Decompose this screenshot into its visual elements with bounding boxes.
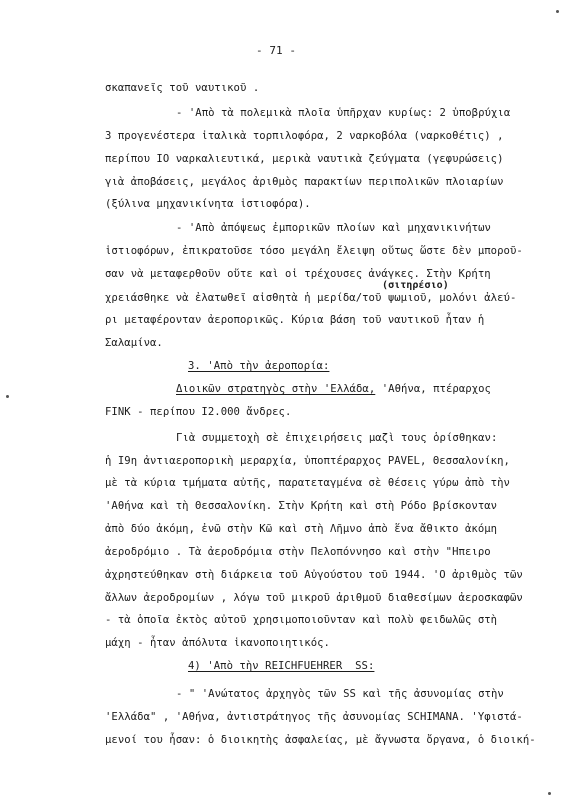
text-line: 'Αθήνα καὶ τὴ Θεσσαλονίκη. Στὴν Κρήτη καὶ στὴ Ρόδο βρίσκονταν [105,500,498,512]
text-line: χρειάσθηκε νὰ ἐλατωθεῖ αἰσθητὰ ἡ μερίδα/τοῦ ψωμιοῦ, μολόνι ἀλεύ- [105,292,517,304]
scan-speck [556,10,559,13]
text-line: - 'Απὸ ἀπόψεως ἐμπορικῶν πλοίων καὶ μηχανικινήτων [176,222,491,234]
text-line: FINK - περίπου Ι2.000 ἄνδρες. [105,406,292,418]
section-heading: 3._'Απὸ_τὴν_ἀεροπορία: [188,360,330,372]
text-line: περίπου ΙΟ ναρκαλιευτικά, μερικὰ ναυτικὰ ζεύγματα (γεφυρώσεις) [105,153,504,165]
scan-speck [6,395,9,398]
text-line: - 'Απὸ τὰ πολεμικὰ πλοῖα ὑπῆρχαν κυρίως: 2 ὑποβρύχια [176,107,511,119]
text-line: 3 προγενέστερα ἰταλικὰ τορπιλοφόρα, 2 ναρκοβόλα (ναρκοθέτις) , [105,130,504,142]
page-number: - 71 - [256,44,297,57]
subheading-underlined: Διοικῶν_στρατηγὸς_στὴν_'Ελλάδα, [176,383,376,395]
text-line: 'Ελλάδα" , 'Αθήνα, ἀντιστράτηγος τῆς ἀσυνομίας SCHIMANA. 'Υφιστά- [105,711,523,723]
text-line: Γιὰ συμμετοχὴ σὲ ἐπιχειρήσεις μαζὶ τους ὁρίσθηκαν: [176,432,498,444]
text-line: ἡ Ι9η ἀντιαεροπορικὴ μεραρχία, ὑποπτέραρχος PAVEL, Θεσσαλονίκη, [105,455,510,467]
text-line: - " 'Ανώτατος ἀρχηγὸς τῶν SS καὶ τῆς ἀσυνομίας στὴν [176,688,504,700]
text-line: ἀχρηστεύθηκαν στὴ διάρκεια τοῦ Αὐγούστου τοῦ 1944. 'Ο ἀριθμὸς τῶν [105,569,523,581]
subheading-rest: 'Αθήνα, πτέραρχος [375,383,491,395]
section-heading: 4) 'Απὸ_τὴν_REICHFUEHRER__SS: [188,660,375,672]
text-line: ἀπὸ δύο ἀκόμη, ἐνῶ στὴν Κῶ καὶ στὴ Λῆμνο ἀπὸ ἕνα ἄθικτο ἀκόμη [105,523,498,535]
text-line: ρι μεταφέρονταν ἀεροπορικῶς. Κύρια βάση τοῦ ναυτικοῦ ἦταν ἡ [105,314,485,326]
text-line: σκαπανεῖς τοῦ ναυτικοῦ . [105,82,260,94]
text-line: - τὰ ὁποῖα ἐκτὸς αὐτοῦ χρησιμοποιοῦνταν καὶ πολὺ φειδωλῶς στὴ [105,614,498,626]
text-line: σαν νὰ μεταφερθοῦν οὔτε καὶ οἱ τρέχουσες ἀνάγκες. Στὴν Κρήτη [105,268,491,280]
text-line [176,383,491,396]
text-line: ἀεροδρόμιο . Τὰ ἀεροδρόμια στὴν Πελοπόννησο καὶ στὴν "Ηπειρο [105,546,491,558]
text-line: μενοί του ἦσαν: ὁ διοικητὴς ἀσφαλείας, μὲ ἄγνωστα ὄργανα, ὁ διοική- [105,734,536,746]
scan-speck [548,792,551,795]
text-line: γιὰ ἀποβάσεις, μεγάλος ἀριθμὸς παρακτίων περιπολικῶν πλοιαρίων [105,176,504,188]
text-line: ἱστιοφόρων, ἐπικρατοῦσε τόσο μεγάλη ἔλειψη οὕτως ὥστε δὲν μποροῦ- [105,245,523,257]
text-line: Σαλαμίνα. [105,337,163,349]
handwritten-insertion: (σιτηρέσιο) [382,280,449,291]
text-line: ἄλλων ἀεροδρομίων , λόγω τοῦ μικροῦ ἀριθμοῦ διαθεσίμων ἀεροσκαφῶν [105,592,523,604]
text-line: (ξύλινα μηχανικίνητα ἱστιοφόρα). [105,198,311,210]
text-line: μὲ τὰ κύρια τμήματα αὐτῆς, παρατεταγμένα σὲ θέσεις γύρω ἀπὸ τὴν [105,477,510,489]
text-line: μάχη - ἦταν ἀπόλυτα ἱκανοποιητικός. [105,637,330,649]
